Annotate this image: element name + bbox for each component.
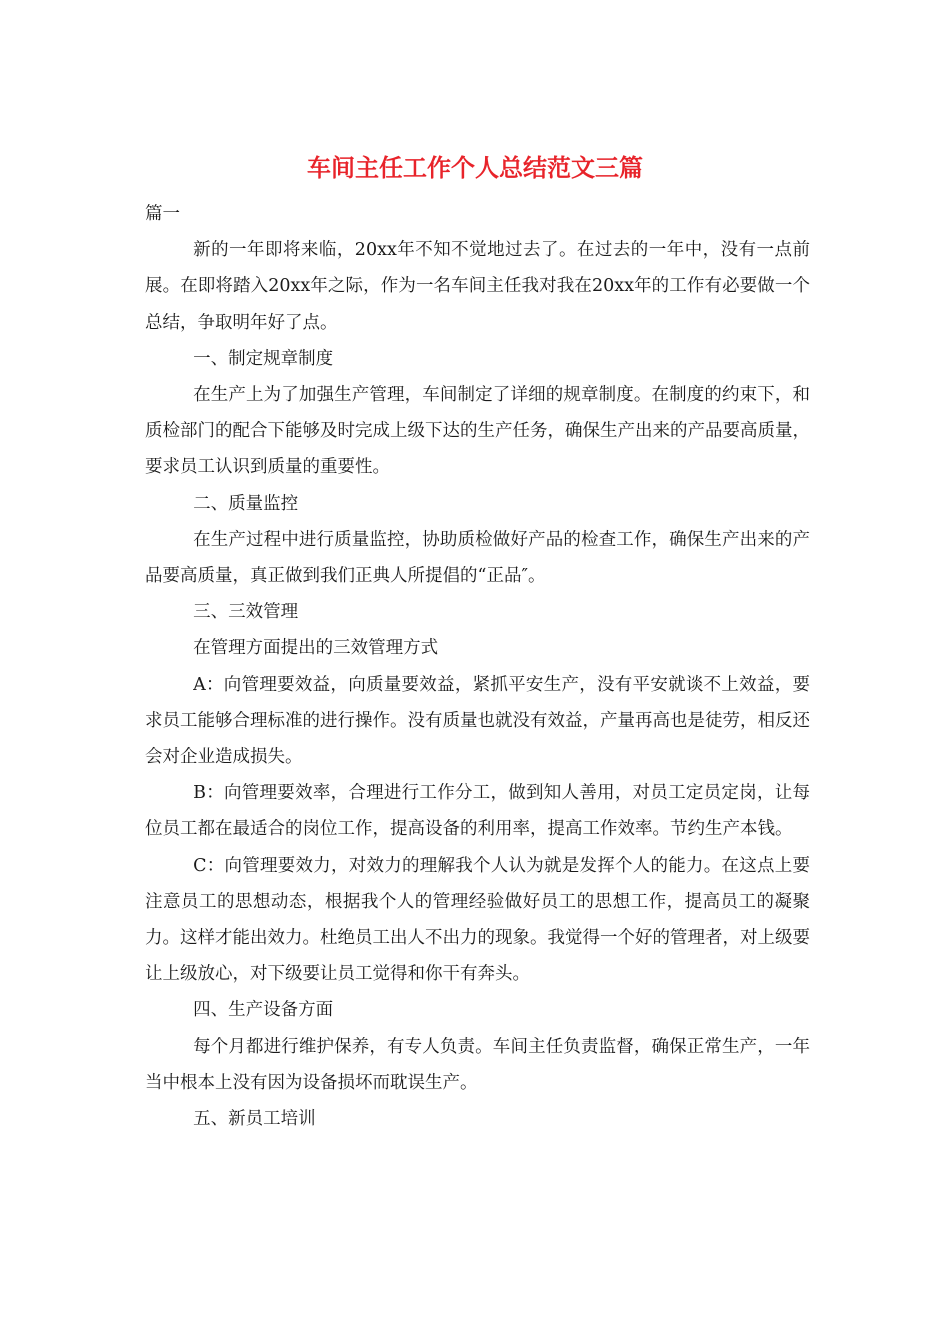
paragraph-three-effects-intro: 在管理方面提出的三效管理方式 bbox=[193, 638, 439, 659]
heading-quality: 二、质量监控 bbox=[193, 493, 299, 514]
paragraph-effect-c: C：向管理要效力，对效力的理解我个人认为就是发挥个人的能力。在这点上要注意员工的思想动态，根据我个人的管理经验做好员工的思想工作，提高员工的凝聚力。这样才能出效力。杜绝员工出人不出力的现象。我觉得一个好的管理者，对上级要让上级放心，对下级要让员工觉得和你干有奔头。 bbox=[145, 855, 810, 985]
paragraph-quality: 在生产过程中进行质量监控，协助质检做好产品的检查工作，确保生产出来的产品要高质量，真正做到我们正典人所提倡的“正品″。 bbox=[145, 529, 810, 587]
section-label: 篇一 bbox=[145, 204, 180, 224]
heading-training: 五、新员工培训 bbox=[193, 1109, 316, 1130]
paragraph-effect-a: A：向管理要效益，向质量要效益，紧抓平安生产，没有平安就谈不上效益，要求员工能够合理标准的进行操作。没有质量也就没有效益，产量再高也是徒劳，相反还会对企业造成损失。 bbox=[145, 674, 810, 768]
paragraph-intro: 新的一年即将来临，20xx年不知不觉地过去了。在过去的一年中，没有一点前展。在即将踏入20xx年之际，作为一名车间主任我对我在20xx年的工作有必要做一个总结，争取明年好了点。 bbox=[145, 240, 810, 333]
document-title: 车间主任工作个人总结范文三篇 bbox=[307, 153, 643, 182]
heading-three-effects: 三、三效管理 bbox=[193, 602, 299, 623]
heading-rules: 一、制定规章制度 bbox=[193, 348, 334, 369]
document-body bbox=[145, 196, 810, 1137]
paragraph-equipment: 每个月都进行维护保养，有专人负责。车间主任负责监督，确保正常生产，一年当中根本上没有因为设备损坏而耽误生产。 bbox=[145, 1036, 810, 1093]
heading-equipment: 四、生产设备方面 bbox=[193, 1000, 334, 1021]
paragraph-effect-b: B：向管理要效率，合理进行工作分工，做到知人善用，对员工定员定岗，让每位员工都在最适合的岗位工作，提高设备的利用率，提高工作效率。节约生产本钱。 bbox=[145, 783, 810, 840]
paragraph-rules: 在生产上为了加强生产管理，车间制定了详细的规章制度。在制度的约束下，和质检部门的配合下能够及时完成上级下达的生产任务，确保生产出来的产品要高质量，要求员工认识到质量的重要性。 bbox=[145, 385, 810, 478]
